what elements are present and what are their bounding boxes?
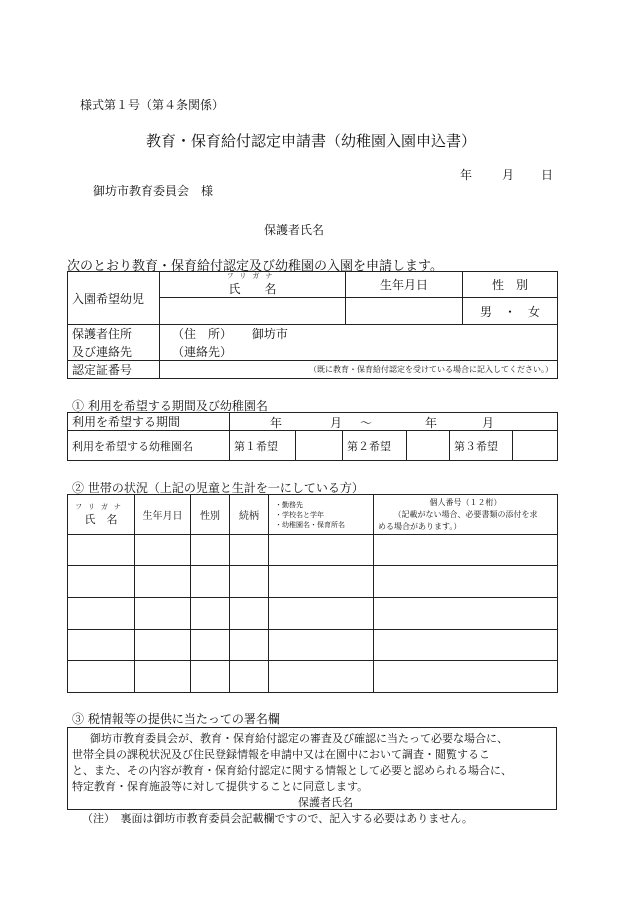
- row-mynumber-field[interactable]: [374, 598, 558, 630]
- section3-heading: ③ 税情報等の提供に当たっての署名欄: [72, 712, 280, 726]
- table-row: [68, 535, 558, 566]
- row-sex-field[interactable]: [191, 566, 230, 598]
- row-relation-field[interactable]: [230, 598, 269, 630]
- row-birth-field[interactable]: [135, 535, 191, 566]
- row-name-field[interactable]: [68, 566, 135, 598]
- col-furigana: フリガナ: [75, 502, 127, 511]
- consent-line-3: と、また、その内容が教育・保育給付認定に関する情報として必要と認められる場合に、: [72, 764, 512, 777]
- period-table: [67, 412, 558, 431]
- section2-heading: ② 世帯の状況（上記の児童と生計を一にしている方）: [72, 481, 364, 495]
- row-name-field[interactable]: [68, 535, 135, 566]
- row-mynumber-field[interactable]: [374, 630, 558, 661]
- col-mynumber-1: 個人番号（１２桁）: [429, 497, 502, 507]
- date-year: 年: [460, 168, 473, 182]
- section1-heading: ① 利用を希望する期間及び幼稚園名: [72, 399, 268, 413]
- child-label: 入園希望幼児: [68, 272, 160, 325]
- row-birth-field[interactable]: [135, 630, 191, 661]
- col-work-1: ・勤務先: [275, 500, 303, 509]
- row-work-field[interactable]: [269, 630, 374, 661]
- row-work-field[interactable]: [269, 598, 374, 630]
- form-number: 様式第１号（第４条関係）: [80, 98, 225, 112]
- row-work-field[interactable]: [269, 535, 374, 566]
- row-birth-field[interactable]: [135, 661, 191, 693]
- col-mynumber-3: める場合があります。）: [378, 521, 462, 531]
- date-month: 月: [502, 168, 515, 182]
- row-relation-field[interactable]: [230, 566, 269, 598]
- period-tilde: ～: [360, 416, 373, 430]
- address-label-1: 保護者住所: [68, 325, 160, 343]
- row-sex-field[interactable]: [191, 535, 230, 566]
- table-row: [68, 598, 558, 630]
- row-name-field[interactable]: [68, 630, 135, 661]
- name-label: 氏 名: [228, 282, 277, 296]
- footnote: （注） 裏面は御坊市教育委員会記載欄ですので、記入する必要はありません。: [82, 812, 473, 825]
- address-label-2: 及び連絡先: [68, 343, 160, 361]
- row-birth-field[interactable]: [135, 598, 191, 630]
- guardian-name-label: 保護者氏名: [264, 223, 325, 237]
- sex-label: 性 別: [463, 272, 558, 298]
- child-birth-field[interactable]: [346, 298, 463, 325]
- row-name-field[interactable]: [68, 661, 135, 693]
- address-field-label: （住 所）: [172, 327, 233, 342]
- consent-box: [67, 727, 557, 810]
- col-name: [68, 495, 135, 535]
- row-birth-field[interactable]: [135, 566, 191, 598]
- row-mynumber-field[interactable]: [374, 566, 558, 598]
- col-work-3: ・幼稚園名・保育所名: [275, 520, 345, 529]
- household-table: [67, 494, 558, 693]
- row-mynumber-field[interactable]: [374, 535, 558, 566]
- col-birth: 生年月日: [135, 495, 191, 535]
- kinder-table: [67, 430, 558, 461]
- col-work-2: ・学校名と学年: [275, 510, 324, 519]
- table-row: [68, 630, 558, 661]
- choice1-label: 第１希望: [230, 431, 296, 461]
- row-sex-field[interactable]: [191, 661, 230, 693]
- col-sex: 性別: [191, 495, 230, 535]
- period-label: 利用を希望する期間: [68, 413, 230, 431]
- page-title: 教育・保育給付認定申請書（幼稚園入園申込書）: [146, 132, 477, 150]
- cert-label: 認定証番号: [68, 361, 160, 379]
- col-mynumber-2: （記載がない場合、必要書類の添付を求: [393, 509, 538, 519]
- period-year-2: 年: [425, 416, 438, 430]
- date-day: 日: [541, 168, 554, 182]
- address-city: 御坊市: [251, 327, 288, 342]
- furigana-label: フリガナ: [226, 272, 279, 280]
- row-relation-field[interactable]: [230, 630, 269, 661]
- period-field[interactable]: [230, 413, 558, 431]
- table-row: [68, 661, 558, 693]
- name-header: [160, 272, 346, 298]
- col-name-label: 氏 名: [84, 512, 118, 526]
- signature-label[interactable]: 保護者氏名: [298, 796, 353, 809]
- applicant-table: [67, 271, 558, 379]
- choice3-field[interactable]: [513, 431, 558, 461]
- consent-line-4: 特定教育・保育施設等に対して提供することに同意します。: [72, 780, 369, 793]
- choice3-label: 第３希望: [450, 431, 513, 461]
- period-year-1: 年: [270, 416, 283, 430]
- col-relation: 続柄: [230, 495, 269, 535]
- period-month-2: 月: [482, 416, 495, 430]
- col-mynumber: [374, 495, 558, 535]
- row-relation-field[interactable]: [230, 535, 269, 566]
- address-field[interactable]: [160, 325, 558, 343]
- kinder-label: 利用を希望する幼稚園名: [68, 431, 230, 461]
- table-row: [68, 566, 558, 598]
- row-work-field[interactable]: [269, 661, 374, 693]
- choice2-field[interactable]: [407, 431, 450, 461]
- row-sex-field[interactable]: [191, 630, 230, 661]
- birth-label: 生年月日: [346, 272, 463, 298]
- intro-text: 次のとおり教育・保育給付認定及び幼稚園の入園を申請します。: [67, 259, 443, 274]
- child-name-field[interactable]: [160, 298, 346, 325]
- addressee: 御坊市教育委員会 様: [93, 184, 214, 198]
- row-work-field[interactable]: [269, 566, 374, 598]
- consent-line-2: 世帯全員の課税状況及び住民登録情報を申請中又は在園中において調査・閲覧するこ: [72, 748, 490, 761]
- row-mynumber-field[interactable]: [374, 661, 558, 693]
- row-sex-field[interactable]: [191, 598, 230, 630]
- row-relation-field[interactable]: [230, 661, 269, 693]
- period-month-1: 月: [330, 416, 343, 430]
- contact-field[interactable]: （連絡先）: [160, 343, 558, 361]
- cert-note[interactable]: （既に教育・保育給付認定を受けている場合に記入してください。）: [160, 361, 558, 379]
- consent-line-1: 御坊市教育委員会が、教育・保育給付認定の審査及び確認に当たって必要な場合に、: [90, 732, 508, 745]
- col-work: [269, 495, 374, 535]
- sex-options[interactable]: 男 ・ 女: [463, 298, 558, 325]
- choice2-label: 第２希望: [343, 431, 407, 461]
- row-name-field[interactable]: [68, 598, 135, 630]
- choice1-field[interactable]: [296, 431, 343, 461]
